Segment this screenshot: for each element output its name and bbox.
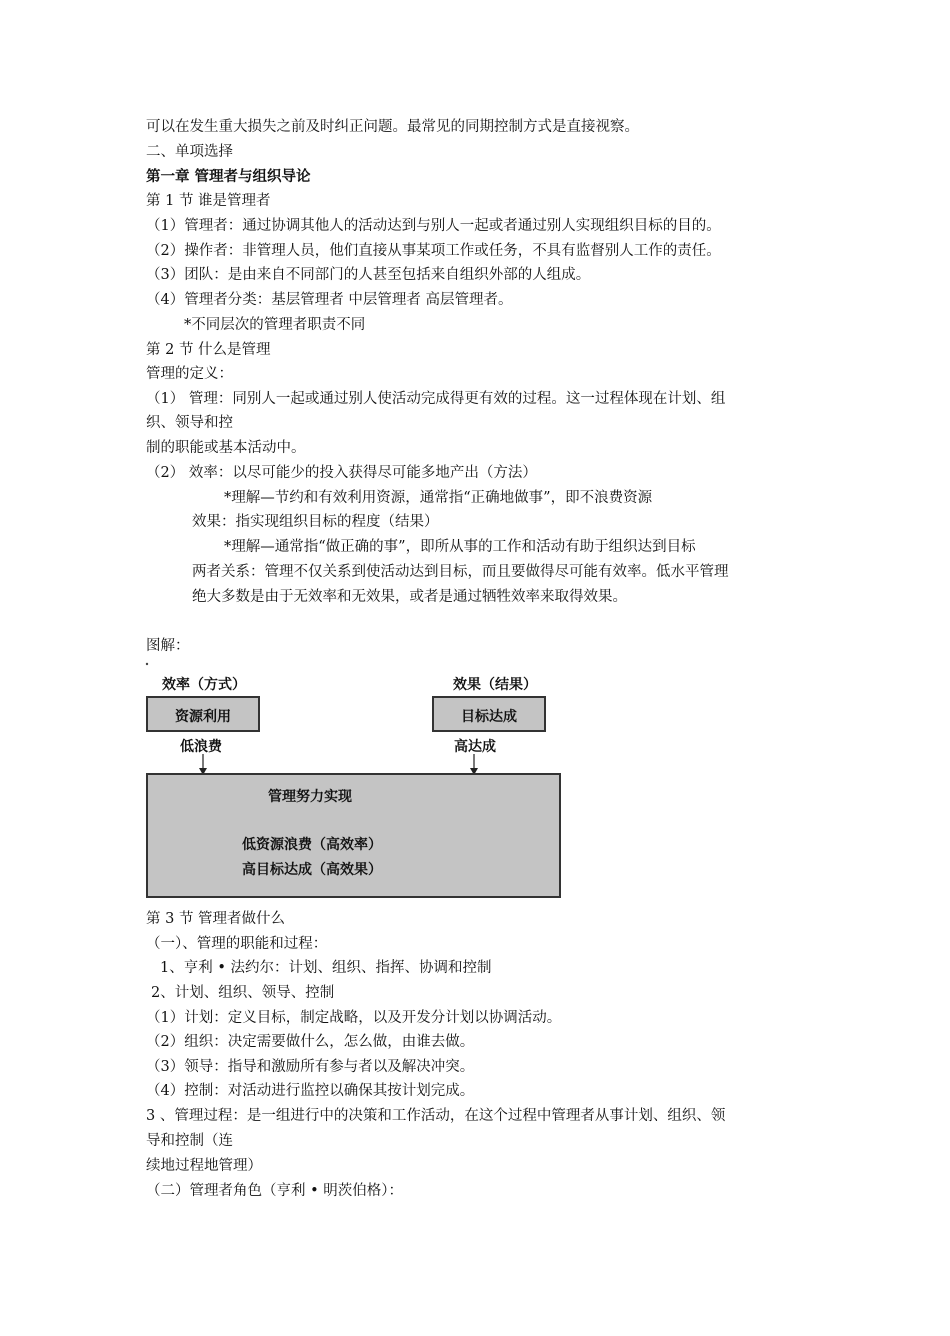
text-line: 续地过程地管理） xyxy=(146,1158,262,1174)
text-line: 2、计划、组织、领导、控制 xyxy=(151,985,335,1001)
text-line: （一）、管理的职能和过程： xyxy=(146,936,328,952)
section-heading: 第 2 节 什么是管理 xyxy=(146,342,271,358)
text-line: 图解： xyxy=(146,638,190,654)
text-line: 管理的定义： xyxy=(146,366,233,382)
text-line: （2）操作者：非管理人员，他们直接从事某项工作或任务，不具有监督别人工作的责任。 xyxy=(146,243,721,259)
management-box-line1: 低资源浪费（高效率） xyxy=(242,837,382,853)
section-heading: 二、单项选择 xyxy=(146,144,233,160)
text-line: 可以在发生重大损失之前及时纠正问题。最常见的同期控制方式是直接视察。 xyxy=(146,119,639,135)
text-line: （1）计划：定义目标，制定战略，以及开发分计划以协调活动。 xyxy=(146,1010,562,1026)
section-heading: 第 1 节 谁是管理者 xyxy=(146,193,271,209)
text-line: 效果：指实现组织目标的程度（结果） xyxy=(192,514,439,530)
efficiency-box xyxy=(146,696,260,732)
text-line: 制的职能或基本活动中。 xyxy=(146,440,306,456)
text-line: 织、领导和控 xyxy=(146,415,233,431)
efficiency-title: 效率（方式） xyxy=(162,677,246,693)
efficiency-box-label: 资源利用 xyxy=(175,709,231,725)
text-line: （4）管理者分类：基层管理者 中层管理者 高层管理者。 xyxy=(146,292,513,308)
text-line: （2） 效率：以尽可能少的投入获得尽可能多地产出（方法） xyxy=(146,465,537,481)
text-line: （3）团队：是由来自不同部门的人甚至包括来自组织外部的人组成。 xyxy=(146,267,591,283)
management-box-title: 管理努力实现 xyxy=(268,789,352,805)
text-line: （二）管理者角色（亨利 • 明茨伯格）： xyxy=(146,1183,404,1199)
effect-box xyxy=(432,696,546,732)
text-line: （3）领导：指导和激励所有参与者以及解决冲突。 xyxy=(146,1059,475,1075)
text-line: 1、亨利 • 法约尔：计划、组织、指挥、协调和控制 xyxy=(160,960,492,976)
effect-title: 效果（结果） xyxy=(453,677,537,693)
text-line: （4）控制：对活动进行监控以确保其按计划完成。 xyxy=(146,1083,475,1099)
stray-dot xyxy=(146,663,148,665)
text-line: *不同层次的管理者职责不同 xyxy=(184,317,366,333)
chapter-heading: 第一章 管理者与组织导论 xyxy=(146,168,311,185)
text-line: *理解—节约和有效利用资源，通常指“正确地做事”，即不浪费资源 xyxy=(224,490,653,506)
section-heading: 第 3 节 管理者做什么 xyxy=(146,911,286,927)
text-line: 导和控制（连 xyxy=(146,1133,233,1149)
text-line: （1）管理者：通过协调其他人的活动达到与别人一起或者通过别人实现组织目标的目的。 xyxy=(146,218,721,234)
text-line: 两者关系：管理不仅关系到使活动达到目标，而且要做得尽可能有效率。低水平管理 xyxy=(192,564,729,580)
text-line: （2）组织：决定需要做什么，怎么做，由谁去做。 xyxy=(146,1034,475,1050)
management-box-line2: 高目标达成（高效果） xyxy=(242,862,382,878)
text-line: （1） 管理：同别人一起或通过别人使活动完成得更有效的过程。这一过程体现在计划、组 xyxy=(146,391,726,407)
effect-label: 高达成 xyxy=(454,739,496,755)
management-box xyxy=(146,773,561,898)
text-line: 绝大多数是由于无效率和无效果，或者是通过牺牲效率来取得效果。 xyxy=(192,589,627,605)
text-line: *理解—通常指“做正确的事”，即所从事的工作和活动有助于组织达到目标 xyxy=(224,539,696,555)
efficiency-label: 低浪费 xyxy=(180,739,222,755)
effect-box-label: 目标达成 xyxy=(461,709,517,725)
text-line: 3 、管理过程：是一组进行中的决策和工作活动，在这个过程中管理者从事计划、组织、领 xyxy=(146,1108,726,1124)
